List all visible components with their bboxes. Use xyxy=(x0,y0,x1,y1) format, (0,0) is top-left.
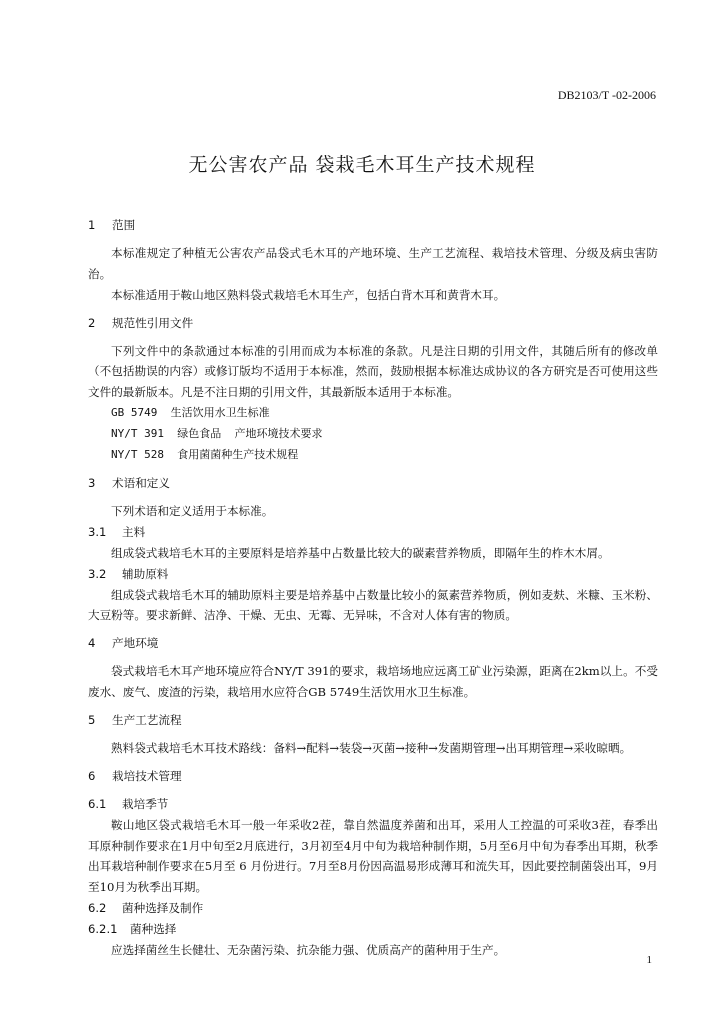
section-title: 规范性引用文件 xyxy=(112,315,194,330)
document-number: DB2103/T -02-2006 xyxy=(557,88,656,102)
section-title: 产地环境 xyxy=(112,636,159,651)
reference-item: NY/T 528 食用菌菌种生产技术规程 xyxy=(111,448,299,462)
paragraph: 袋式栽培毛木耳产地环境应符合NY/T 391的要求，栽培场地应远离工矿业污染源，距离在2km以上。不受废水、废气、废渣的污染，栽培用水应符合GB 5749生活饮用水卫生标准。 xyxy=(88,664,658,700)
section-title: 术语和定义 xyxy=(112,475,170,490)
section-number: 5 xyxy=(88,713,96,728)
section-number: 6 xyxy=(88,768,96,783)
subsection-title: 主料 xyxy=(122,524,146,539)
subsection-title: 菌种选择 xyxy=(130,922,177,937)
paragraph: 本标准规定了种植无公害农产品袋式毛木耳的产地环境、生产工艺流程、栽培技术管理、分级及病虫害防治。 xyxy=(88,245,658,281)
subsection-number: 3.1 xyxy=(88,524,107,539)
subsection-title: 菌种选择及制作 xyxy=(122,901,204,916)
reference-item: NY/T 391 绿色食品 产地环境技术要求 xyxy=(111,427,323,441)
section-1-heading xyxy=(88,215,658,236)
page-number: 1 xyxy=(646,954,652,966)
section-number: 4 xyxy=(88,636,96,651)
subsection-number: 6.2 xyxy=(88,901,107,916)
document-title: 无公害农产品 袋栽毛木耳生产技术规程 xyxy=(188,154,536,176)
paragraph: 本标准适用于鞍山地区熟料袋式栽培毛木耳生产，包括白背木耳和黄背木耳。 xyxy=(111,287,506,302)
section-6-heading xyxy=(88,766,658,787)
paragraph: 组成袋式栽培毛木耳的辅助原料主要是培养基中占数量比较小的氮素营养物质，例如麦麸、米糠、玉米粉、大豆粉等。要求新鲜、洁净、干燥、无虫、无霉、无异味，不含对人体有害的物质。 xyxy=(88,587,658,623)
section-2-heading xyxy=(88,313,658,334)
subsection-number: 6.2.1 xyxy=(88,922,118,937)
subsection-6-2-1-heading xyxy=(88,919,658,940)
section-title: 栽培技术管理 xyxy=(112,768,182,783)
paragraph: 下列术语和定义适用于本标准。 xyxy=(111,503,274,518)
paragraph: 下列文件中的条款通过本标准的引用而成为本标准的条款。凡是注日期的引用文件，其随后所有的修改单（不包括勘误的内容）或修订版均不适用于本标准，然而，鼓励根据本标准达成协议的各方研究是否可使用这些文件的最新版本。凡是不注日期的引用文件，其最新版本适用于本标准。 xyxy=(88,343,658,400)
section-number: 2 xyxy=(88,315,96,330)
paragraph: 组成袋式栽培毛木耳的主要原料是培养基中占数量比较大的碳素营养物质，即隔年生的柞木木屑。 xyxy=(111,545,610,560)
reference-item: GB 5749 生活饮用水卫生标准 xyxy=(111,406,270,420)
paragraph: 鞍山地区袋式栽培毛木耳一般一年采收2茬，靠自然温度养菌和出耳，采用人工控温的可采收3茬，春季出耳原种制作要求在1月中旬至2月底进行，3月初至4月中旬为栽培种制作期，5月至6月中旬为春季出耳期，秋季出耳栽培种制作要求在5月至 6 月份进行。7月至8月份因高温易形成薄耳和流失耳，因此要控制菌袋出耳，9月至10月为秋季出耳期。 xyxy=(88,817,658,895)
subsection-number: 3.2 xyxy=(88,566,107,581)
subsection-6-2-heading xyxy=(88,898,658,919)
paragraph: 应选择菌丝生长健壮、无杂菌污染、抗杂能力强、优质高产的菌种用于生产。 xyxy=(111,943,506,958)
section-title: 生产工艺流程 xyxy=(112,713,182,728)
subsection-6-1-heading xyxy=(88,794,658,815)
subsection-title: 辅助原料 xyxy=(122,566,169,581)
section-title: 范围 xyxy=(112,218,136,232)
subsection-title: 栽培季节 xyxy=(122,796,169,811)
paragraph: 熟料袋式栽培毛木耳技术路线：备料→配料→装袋→灭菌→接种→发菌期管理→出耳期管理→采收晾晒。 xyxy=(111,740,632,755)
section-3-heading xyxy=(88,473,658,494)
subsection-number: 6.1 xyxy=(88,796,107,811)
section-4-heading xyxy=(88,633,658,654)
section-5-heading xyxy=(88,710,658,731)
subsection-3-1-heading xyxy=(88,522,658,543)
document-body xyxy=(88,208,658,961)
subsection-3-2-heading xyxy=(88,564,658,585)
section-number: 3 xyxy=(88,475,96,490)
section-number: 1 xyxy=(88,218,96,232)
